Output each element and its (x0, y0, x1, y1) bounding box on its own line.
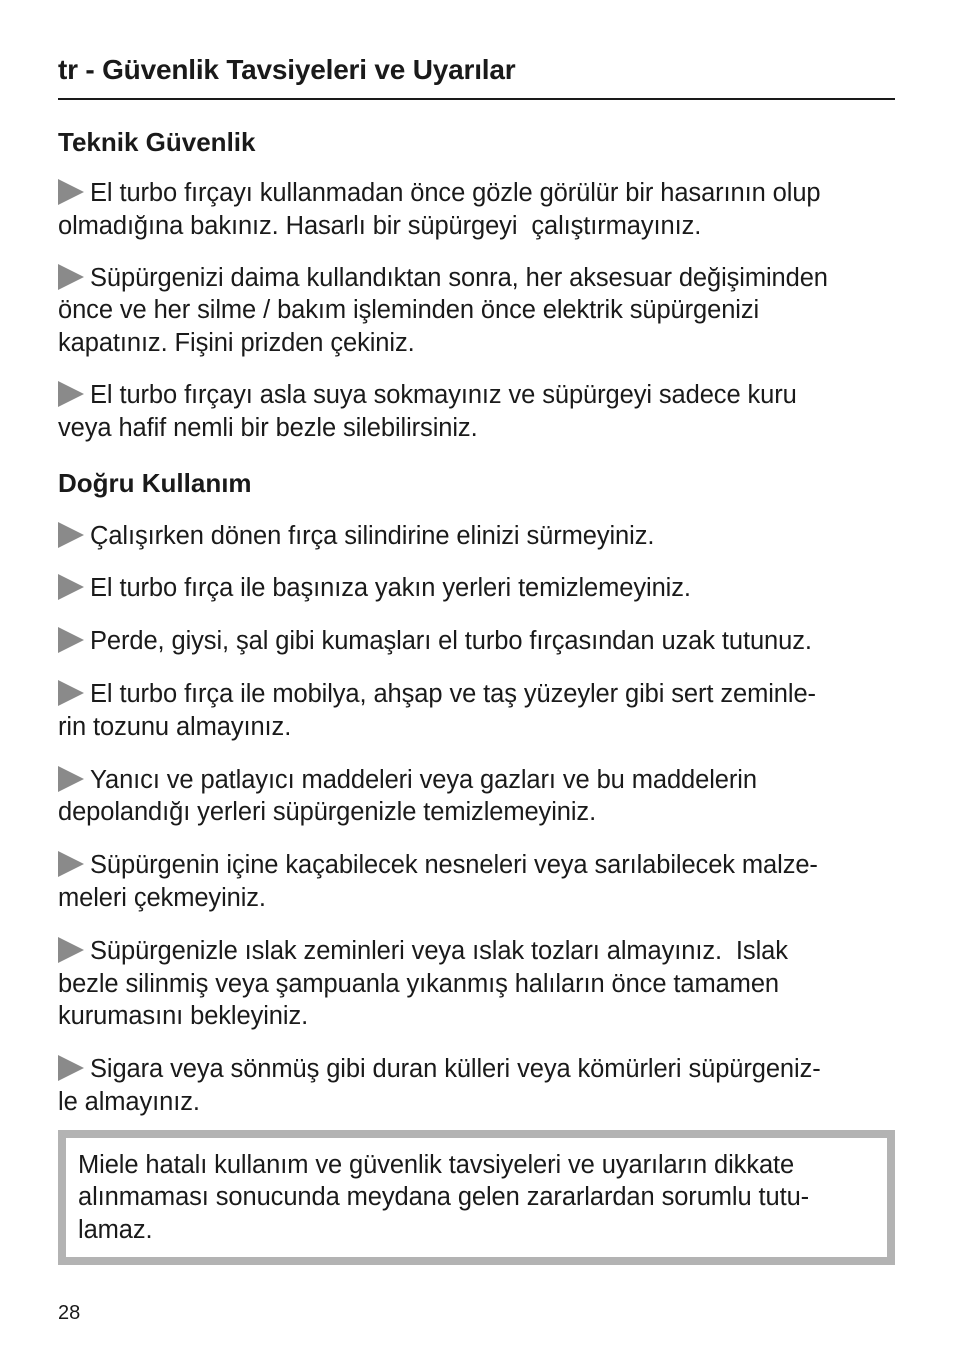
triangle-bullet-icon (58, 851, 84, 877)
list-item: Süpürgenizle ıslak zeminleri veya ıslak tozları almayınız. Islak bezle silinmiş veya şampuanla yıkanmış halıların önce tamamen kurumasını bekleyiniz. (58, 936, 788, 1031)
page-title: tr - Güvenlik Tavsiyeleri ve Uyarılar (58, 50, 895, 100)
triangle-bullet-icon (58, 1055, 84, 1081)
triangle-bullet-icon (58, 766, 84, 792)
triangle-bullet-icon (58, 179, 84, 205)
page-number: 28 (58, 1302, 81, 1324)
section-title-correct-use: Doğru Kullanım (58, 467, 252, 498)
list-item: Yanıcı ve patlayıcı maddeleri veya gazları ve bu maddelerin depolandığı yerleri süpürgenizle temizlemeyiniz. (58, 765, 757, 827)
triangle-bullet-icon (58, 627, 84, 653)
section-title-technical-safety: Teknik Güvenlik (58, 127, 256, 157)
list-item: Sigara veya sönmüş gibi duran külleri veya kömürleri süpürgeniz- le almayınız. (58, 1055, 821, 1116)
triangle-bullet-icon (58, 381, 84, 407)
triangle-bullet-icon (58, 574, 84, 600)
list-item: Çalışırken dönen fırça silindirine elinizi sürmeyiniz. (58, 520, 895, 553)
list-item: Perde, giysi, şal gibi kumaşları el turbo fırçasından uzak tutunuz. (58, 625, 895, 658)
list-item: El turbo fırça ile başınıza yakın yerleri temizlemeyiniz. (58, 572, 895, 605)
list-item: El turbo fırçayı kullanmadan önce gözle görülür bir hasarının olup olmadığına bakınız. Hasarlı bir süpürgeyi çalıştırmayınız. (58, 179, 821, 240)
triangle-bullet-icon (58, 680, 84, 706)
triangle-bullet-icon (58, 264, 84, 290)
triangle-bullet-icon (58, 522, 84, 548)
triangle-bullet-icon (58, 937, 84, 963)
list-item: El turbo fırça ile mobilya, ahşap ve taş yüzeyler gibi sert zeminle- rin tozunu almayınız. (58, 679, 816, 741)
list-item: El turbo fırçayı asla suya sokmayınız ve süpürgeyi sadece kuru veya hafif nemli bir bezle silebilirsiniz. (58, 380, 797, 442)
disclaimer-note: Miele hatalı kullanım ve güvenlik tavsiyeleri ve uyarıların dikkate alınmaması sonucunda meydana gelen zararlardan sorumlu tutu- lamaz. (58, 1130, 895, 1266)
list-item: Süpürgenizi daima kullandıktan sonra, her aksesuar değişiminden önce ve her silme / bakım işleminden önce elektrik süpürgenizi kapatınız. Fişini prizden çekiniz. (58, 263, 828, 358)
document-page (58, 50, 895, 1265)
list-item: Süpürgenin içine kaçabilecek nesneleri veya sarılabilecek malze- meleri çekmeyiniz. (58, 851, 818, 912)
